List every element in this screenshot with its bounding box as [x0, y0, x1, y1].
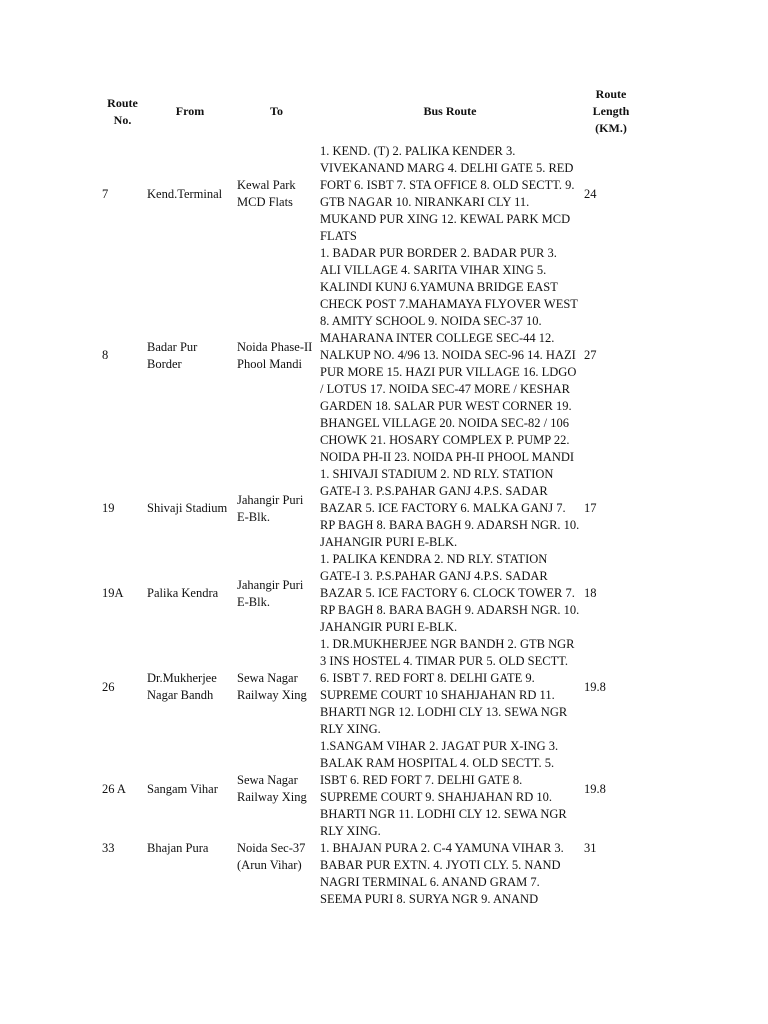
to-cell: Sewa Nagar Railway Xing: [237, 773, 307, 804]
bus-route-cell: 1.SANGAM VIHAR 2. JAGAT PUR X-ING 3. BALAK RAM HOSPITAL 4. OLD SECTT. 5. ISBT 6. RED FORT 7. DELHI GATE 8. SUPREME COURT 9. SHAHJAHAN RD 10. BHARTI NGR 11. LODHI CLY 12. SEWA NGR RLY XING.: [320, 739, 567, 838]
route-no-cell: 7: [102, 186, 109, 201]
table-header-row: [100, 86, 640, 143]
table-row: [100, 551, 640, 636]
table-row: [100, 636, 640, 738]
from-cell: Badar Pur Border: [147, 339, 198, 371]
header-route-no: Route No.: [107, 95, 138, 127]
route-length-cell: 24: [584, 186, 597, 201]
from-cell: Sangam Vihar: [147, 781, 218, 796]
table-row: [100, 840, 640, 908]
from-cell: Palika Kendra: [147, 586, 219, 600]
bus-route-cell: 1. BADAR PUR BORDER 2. BADAR PUR 3. ALI VILLAGE 4. SARITA VIHAR XING 5. KALINDI KUNJ 6.YAMUNA BRIDGE EAST CHECK POST 7.MAHAMAYA FLYOVER WEST 8. AMITY SCHOOL 9. NOIDA SEC-37 10. MAHARANA INTER COLLEGE SEC-44 12. NALKUP NO. 4/96 13. NOIDA SEC-96 14. HAZI PUR MORE 15. HAZI PUR VILLAGE 16. LDGO / LOTUS 17. NOIDA SEC-47 MORE / KESHAR GARDEN 18. SALAR PUR WEST CORNER 19. BHANGEL VILLAGE 20. NOIDA SEC-82 / 106 CHOWK 21. HOSARY COMPLEX P. PUMP 22. NOIDA PH-II 23. NOIDA PH-II PHOOL MANDI: [320, 246, 578, 464]
from-cell: Bhajan Pura: [147, 841, 209, 855]
route-length-cell: 18: [584, 586, 597, 600]
bus-route-cell: 1. BHAJAN PURA 2. C-4 YAMUNA VIHAR 3. BABAR PUR EXTN. 4. JYOTI CLY. 5. NAND NAGRI TERMINAL 6. ANAND GRAM 7. SEEMA PURI 8. SURYA NGR 9. ANAND: [320, 841, 564, 906]
bus-route-cell: 1. PALIKA KENDRA 2. ND RLY. STATION GATE-I 3. P.S.PAHAR GANJ 4.P.S. SADAR BAZAR 5. ICE FACTORY 6. CLOCK TOWER 7. RP BAGH 8. BARA BAGH 9. ADARSH NGR. 10. JAHANGIR PURI E-BLK.: [320, 552, 580, 634]
to-cell: Kewal Park MCD Flats: [237, 178, 296, 209]
route-no-cell: 26: [102, 679, 115, 694]
header-from: From: [175, 104, 205, 118]
route-no-cell: 19A: [102, 586, 124, 600]
header-to: To: [270, 104, 283, 118]
to-cell: Jahangir Puri E-Blk.: [237, 492, 304, 524]
route-length-cell: 17: [584, 501, 597, 515]
from-cell: Dr.Mukherjee Nagar Bandh: [147, 671, 217, 702]
bus-route-cell: 1. SHIVAJI STADIUM 2. ND RLY. STATION GATE-I 3. P.S.PAHAR GANJ 4.P.S. SADAR BAZAR 5. ICE FACTORY 6. MALKA GANJ 7. RP BAGH 8. BARA BAGH 9. ADARSH NGR. 10. JAHANGIR PURI E-BLK.: [320, 467, 580, 549]
to-cell: Sewa Nagar Railway Xing: [237, 671, 307, 702]
route-length-cell: 31: [584, 841, 597, 855]
table-row: [100, 738, 640, 840]
bus-route-table: [100, 86, 640, 908]
route-no-cell: 8: [102, 348, 109, 362]
route-no-cell: 33: [102, 841, 115, 855]
route-length-cell: 19.8: [584, 781, 606, 796]
from-cell: Shivaji Stadium: [147, 501, 228, 515]
to-cell: Noida Sec-37 (Arun Vihar): [237, 841, 306, 872]
to-cell: Noida Phase-II Phool Mandi: [237, 339, 313, 371]
route-no-cell: 26 A: [102, 781, 126, 796]
from-cell: Kend.Terminal: [147, 186, 223, 201]
bus-route-cell: 1. KEND. (T) 2. PALIKA KENDER 3. VIVEKANAND MARG 4. DELHI GATE 5. RED FORT 6. ISBT 7. STA OFFICE 8. OLD SECTT. 9. GTB NAGAR 10. NIRANKARI CLY 11. MUKAND PUR XING 12. KEWAL PARK MCD FLATS: [320, 144, 575, 243]
route-no-cell: 19: [102, 501, 115, 515]
table-row: [100, 143, 640, 245]
table-row: [100, 245, 640, 466]
route-length-cell: 19.8: [584, 679, 606, 694]
table-row: [100, 466, 640, 551]
header-route-length: Route Length (KM.): [592, 87, 630, 135]
header-bus-route: Bus Route: [423, 104, 477, 118]
to-cell: Jahangir Puri E-Blk.: [237, 577, 304, 609]
route-length-cell: 27: [584, 348, 597, 362]
bus-route-cell: 1. DR.MUKHERJEE NGR BANDH 2. GTB NGR 3 INS HOSTEL 4. TIMAR PUR 5. OLD SECTT. 6. ISBT 7. RED FORT 8. DELHI GATE 9. SUPREME COURT 10 SHAHJAHAN RD 11. BHARTI NGR 12. LODHI CLY 13. SEWA NGR RLY XING.: [320, 637, 575, 736]
